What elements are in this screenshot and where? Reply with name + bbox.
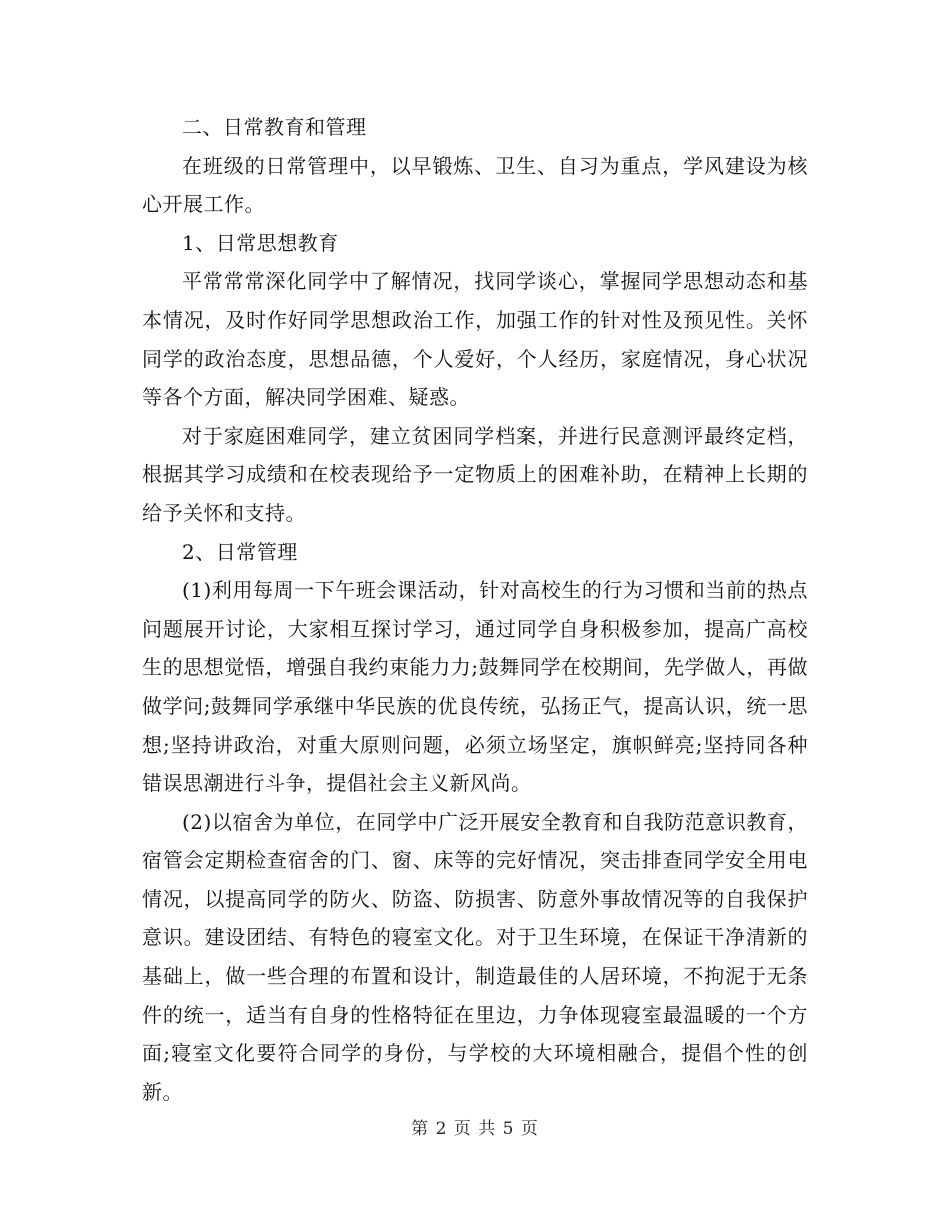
- section2-item-1: (1)利用每周一下午班会课活动，针对高校生的行为习惯和当前的热点问题展开讨论，大家相互探讨学习，通过同学自身积极参加，提高广高校生的思想觉悟，增强自我约束能力力;鼓舞同学在校期间，先学做人，再做做学问;鼓舞同学承继中华民族的优良传统，弘扬正气，提高认识，统一思想;坚持讲政治，对重大原则问题，必须立场坚定，旗帜鲜亮;坚持同各种错误思潮进行斗争，提倡社会主义新风尚。: [142, 578, 808, 796]
- section1-title: 1、日常思想教育: [182, 230, 339, 255]
- intro-paragraph: 在班级的日常管理中，以早锻炼、卫生、自习为重点，学风建设为核心开展工作。: [142, 153, 808, 217]
- section2-title: 2、日常管理: [182, 539, 298, 564]
- section1-paragraph-2: 对于家庭困难同学，建立贫困同学档案，并进行民意测评最终定档，根据其学习成绩和在校表现给予一定物质上的困难补助，在精神上长期的给予关怀和支持。: [142, 423, 808, 525]
- document-body: [142, 108, 808, 1111]
- section2-item-2: (2)以宿舍为单位，在同学中广泛开展安全教育和自我防范意识教育，宿管会定期检查宿舍的门、窗、床等的完好情况，突击排查同学安全用电情况，以提高同学的防火、防盗、防损害、防意外事故情况等的自我保护意识。建设团结、有特色的寝室文化。对于卫生环境，在保证干净清新的基础上，做一些合理的布置和设计，制造最佳的人居环境，不拘泥于无条件的统一，适当有自身的性格特征在里边，力争体现寝室最温暖的一个方面;寝室文化要符合同学的身份，与学校的大环境相融合，提倡个性的创新。: [142, 809, 808, 1104]
- page-number-footer: 第 2 页 共 5 页: [411, 1119, 539, 1139]
- section1-paragraph-1: 平常常常深化同学中了解情况，找同学谈心，掌握同学思想动态和基本情况，及时作好同学思想政治工作，加强工作的针对性及预见性。关怀同学的政治态度，思想品德，个人爱好，个人经历，家庭情况，身心状况等各个方面，解决同学困难、疑惑。: [142, 269, 808, 410]
- section-heading-main: 二、日常教育和管理: [182, 115, 367, 139]
